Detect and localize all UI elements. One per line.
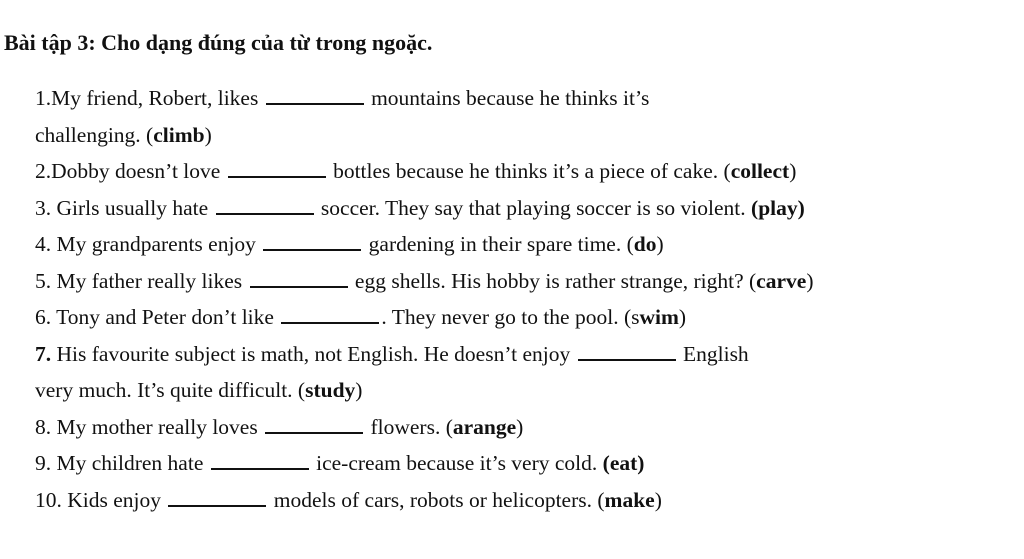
exercise-item-1-continuation xyxy=(35,117,1020,154)
item-text-after: egg shells. His hobby is rather strange, right? ( xyxy=(349,268,757,293)
given-word: do xyxy=(633,232,657,256)
item-text-close: ) xyxy=(516,414,524,439)
item-text-before: My friend, Robert, likes xyxy=(51,86,264,110)
given-word: collect xyxy=(730,159,790,183)
item-number: 4. xyxy=(35,232,52,256)
item-text-after: gardening in their spare time. ( xyxy=(363,232,634,256)
item-text-continuation: challenging. ( xyxy=(35,122,154,147)
item-text-after: soccer. They say that playing soccer is so violent. xyxy=(315,195,752,220)
item-number: 9. xyxy=(35,451,52,475)
item-text-before: Dobby doesn’t love xyxy=(51,159,226,183)
item-text-before: My children hate xyxy=(51,451,209,475)
exercise-title: Bài tập 3: Cho dạng đúng của từ trong ngoặc. xyxy=(4,30,433,55)
exercise-item-4 xyxy=(35,226,1020,263)
exercise-item-10 xyxy=(35,482,1020,519)
item-text-after: mountains because he thinks it’s xyxy=(365,86,650,110)
item-text-close: ) xyxy=(654,487,662,512)
item-text-close: ) xyxy=(355,378,363,402)
item-text-close: ) xyxy=(789,159,797,183)
item-text-before: Tony and Peter don’t like xyxy=(51,305,280,329)
answer-blank xyxy=(211,451,309,470)
item-text-close: ) xyxy=(806,268,814,293)
answer-blank xyxy=(281,305,379,324)
item-text-after: English xyxy=(677,341,749,366)
given-word: climb xyxy=(153,122,205,147)
exercise-item-9 xyxy=(35,445,1020,482)
given-word: (eat) xyxy=(602,451,645,475)
item-number: 8. xyxy=(35,414,52,439)
item-text-continuation: very much. It’s quite difficult. ( xyxy=(35,378,306,402)
item-number: 10. xyxy=(35,487,62,512)
answer-blank xyxy=(216,196,314,215)
item-number: 1. xyxy=(35,86,52,110)
item-text-before: My mother really loves xyxy=(51,414,264,439)
answer-blank xyxy=(228,159,326,178)
item-text-close: ) xyxy=(656,232,664,256)
item-number: 3. xyxy=(35,195,52,220)
item-number: 7. xyxy=(35,341,52,366)
item-text-before: My grandparents enjoy xyxy=(51,232,262,256)
given-word: carve xyxy=(756,268,807,293)
item-text-before: Girls usually hate xyxy=(51,195,214,220)
answer-blank xyxy=(265,415,363,434)
exercise-item-8 xyxy=(35,409,1020,446)
exercise-item-1 xyxy=(35,80,1020,117)
item-text-after: flowers. ( xyxy=(365,414,453,439)
given-word: wim xyxy=(639,305,679,329)
answer-blank xyxy=(263,232,361,251)
exercise-item-6 xyxy=(35,299,1020,336)
exercise-item-7 xyxy=(35,336,1020,373)
exercise-list xyxy=(35,80,1020,518)
item-number: 5. xyxy=(35,268,52,293)
given-word: arange xyxy=(452,414,517,439)
item-text-close: ) xyxy=(678,305,687,329)
given-word: (play) xyxy=(751,195,805,220)
item-text-before: Kids enjoy xyxy=(61,487,167,512)
item-number: 6. xyxy=(35,305,52,329)
item-text-after: models of cars, robots or helicopters. ( xyxy=(268,487,605,512)
answer-blank xyxy=(266,86,364,105)
exercise-item-5 xyxy=(35,263,1020,300)
item-text-after: bottles because he thinks it’s a piece of cake. ( xyxy=(327,159,731,183)
given-word: study xyxy=(305,378,356,402)
answer-blank xyxy=(250,269,348,288)
item-text-after: ice-cream because it’s very cold. xyxy=(310,451,603,475)
item-text-before: My father really likes xyxy=(51,268,248,293)
exercise-item-7-continuation xyxy=(35,372,1020,409)
answer-blank xyxy=(168,488,266,507)
answer-blank xyxy=(578,342,676,361)
item-text-close: ) xyxy=(204,122,212,147)
exercise-item-2 xyxy=(35,153,1020,190)
item-text-after: . They never go to the pool. (s xyxy=(381,305,640,329)
item-text-before: His favourite subject is math, not English. He doesn’t enjoy xyxy=(51,341,576,366)
item-number: 2. xyxy=(35,159,52,183)
exercise-item-3 xyxy=(35,190,1020,227)
given-word: make xyxy=(604,487,655,512)
